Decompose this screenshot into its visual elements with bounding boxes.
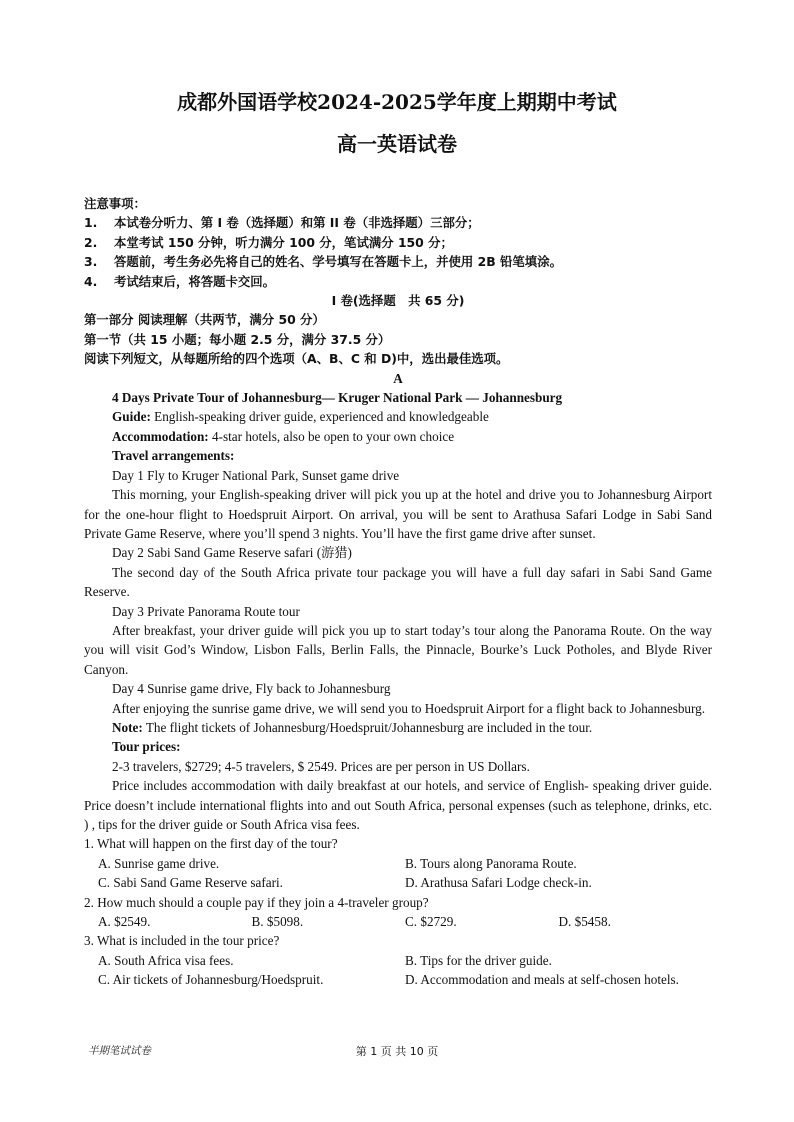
note-text: 本试卷分听力、第 I 卷（选择题）和第 II 卷（非选择题）三部分； <box>114 215 480 231</box>
option-a: A. South Africa visa fees. <box>98 952 234 968</box>
list-item <box>84 272 712 291</box>
exam-subtitle: 高一英语试卷 <box>337 132 457 156</box>
option-b: B. Tours along Panorama Route. <box>405 855 577 871</box>
accommodation-label: Accommodation: <box>112 428 209 444</box>
question-text: 2. How much should a couple pay if they join a 4-traveler group? <box>84 894 429 910</box>
note-text: 答题前，考生务必先将自己的姓名、学号填写在答题卡上，并使用 2B 铅笔填涂。 <box>114 254 562 270</box>
option-d: D. Arathusa Safari Lodge check-in. <box>405 875 592 891</box>
day4-text: After enjoying the sunrise game drive, we will send you to Hoedspruit Airport for a flight back to Johannesburg. <box>112 700 706 716</box>
prices-text: 2-3 travelers, $2729; 4-5 travelers, $ 2549. Prices are per person in US Dollars. <box>112 758 530 774</box>
guide-label: Guide: <box>112 409 151 425</box>
option-a: A. Sunrise game drive. <box>98 855 220 871</box>
list-item <box>84 233 712 252</box>
note-number: 1. <box>84 215 98 231</box>
option-c: C. Air tickets of Johannesburg/Hoedspruit. <box>98 972 324 988</box>
travel-label: Travel arrangements: <box>112 448 235 464</box>
accommodation-line <box>84 427 712 446</box>
day4-title: Day 4 Sunrise game drive, Fly back to Johannesburg <box>112 681 391 697</box>
day2-text: The second day of the South Africa private tour package you will have a full day safari in Sabi Sand Game Reserve. <box>84 564 712 600</box>
notes-list <box>84 213 712 291</box>
passage-letter: A <box>393 370 403 386</box>
question <box>84 834 712 892</box>
notes-heading: 注意事项： <box>84 196 146 211</box>
list-item <box>84 252 712 271</box>
note-number: 3. <box>84 254 98 270</box>
passage-title: 4 Days Private Tour of Johannesburg— Kruger National Park — Johannesburg <box>112 390 563 406</box>
exam-title: 成都外国语学校2024-2025学年度上期期中考试 <box>177 90 617 114</box>
option-b: B. Tips for the driver guide. <box>405 952 552 968</box>
option-d: D. Accommodation and meals at self-chosen hotels. <box>405 972 679 988</box>
list-item <box>84 213 712 232</box>
note-line <box>84 718 712 737</box>
option-d: D. $5458. <box>558 914 611 930</box>
exam-body <box>84 194 712 990</box>
day2-title: Day 2 Sabi Sand Game Reserve safari (游猎) <box>112 545 352 561</box>
note-number: 2. <box>84 234 98 250</box>
day3-title: Day 3 Private Panorama Route tour <box>112 603 300 619</box>
note-text: The flight tickets of Johannesburg/Hoedspruit/Johannesburg are included in the tour. <box>142 719 593 735</box>
price-includes: Price includes accommodation with daily breakfast at our hotels, and service of English- speaking driver guide. Price doesn’t include international flights into and out South Africa, personal expenses (such as telephone, drinks, etc. ) , tips for the driver guide or South Africa visa fees. <box>84 778 712 832</box>
option-b: B. $5098. <box>251 914 304 930</box>
footer-label: 半期笔试试卷 <box>88 1045 151 1057</box>
day1-title: Day 1 Fly to Kruger National Park, Sunset game drive <box>112 467 400 483</box>
question <box>84 893 712 932</box>
instruction: 阅读下列短文，从每题所给的四个选项（A、B、C 和 D)中，选出最佳选项。 <box>84 351 509 367</box>
accommodation-text: 4-star hotels, also be open to your own choice <box>208 428 455 444</box>
note-text: 本堂考试 150 分钟，听力满分 100 分，笔试满分 150 分； <box>114 234 453 250</box>
guide-text: English-speaking driver guide, experienced and knowledgeable <box>150 409 489 425</box>
page-number: 第 1 页 共 10 页 <box>355 1045 439 1058</box>
prices-label: Tour prices: <box>112 739 181 755</box>
day1-text: This morning, your English-speaking driver will pick you up at the hotel and drive you to Johannesburg Airport for the one-hour flight to Hoedspruit Airport. On arrival, you will be sent to Arathusa Safari Lodge in Sabi Sand Private Game Reserve, where you’ll spend 3 nights. You’ll have the first game drive after sunset. <box>84 487 712 541</box>
note-number: 4. <box>84 273 98 289</box>
question <box>84 931 712 989</box>
day3-text: After breakfast, your driver guide will pick you up to start today’s tour along the Panorama Route. On the way you will visit God’s Window, Lisbon Falls, Berlin Falls, the Pinnacle, Bourke’s Luck Potholes, and Blyde River Canyon. <box>84 622 712 677</box>
volume-heading: I 卷(选择题 共 65 分) <box>331 293 465 309</box>
question-text: 1. What will happen on the first day of the tour? <box>84 836 338 852</box>
sub-section-heading: 第一节（共 15 小题；每小题 2.5 分，满分 37.5 分） <box>84 331 391 347</box>
part-heading: 第一部分 阅读理解（共两节，满分 50 分） <box>84 312 325 328</box>
guide-line <box>84 407 712 426</box>
note-label: Note: <box>112 719 143 735</box>
question-text: 3. What is included in the tour price? <box>84 933 280 949</box>
option-c: C. $2729. <box>405 914 457 930</box>
note-text: 考试结束后，将答题卡交回。 <box>114 273 276 289</box>
option-a: A. $2549. <box>98 914 151 930</box>
option-c: C. Sabi Sand Game Reserve safari. <box>98 875 283 891</box>
